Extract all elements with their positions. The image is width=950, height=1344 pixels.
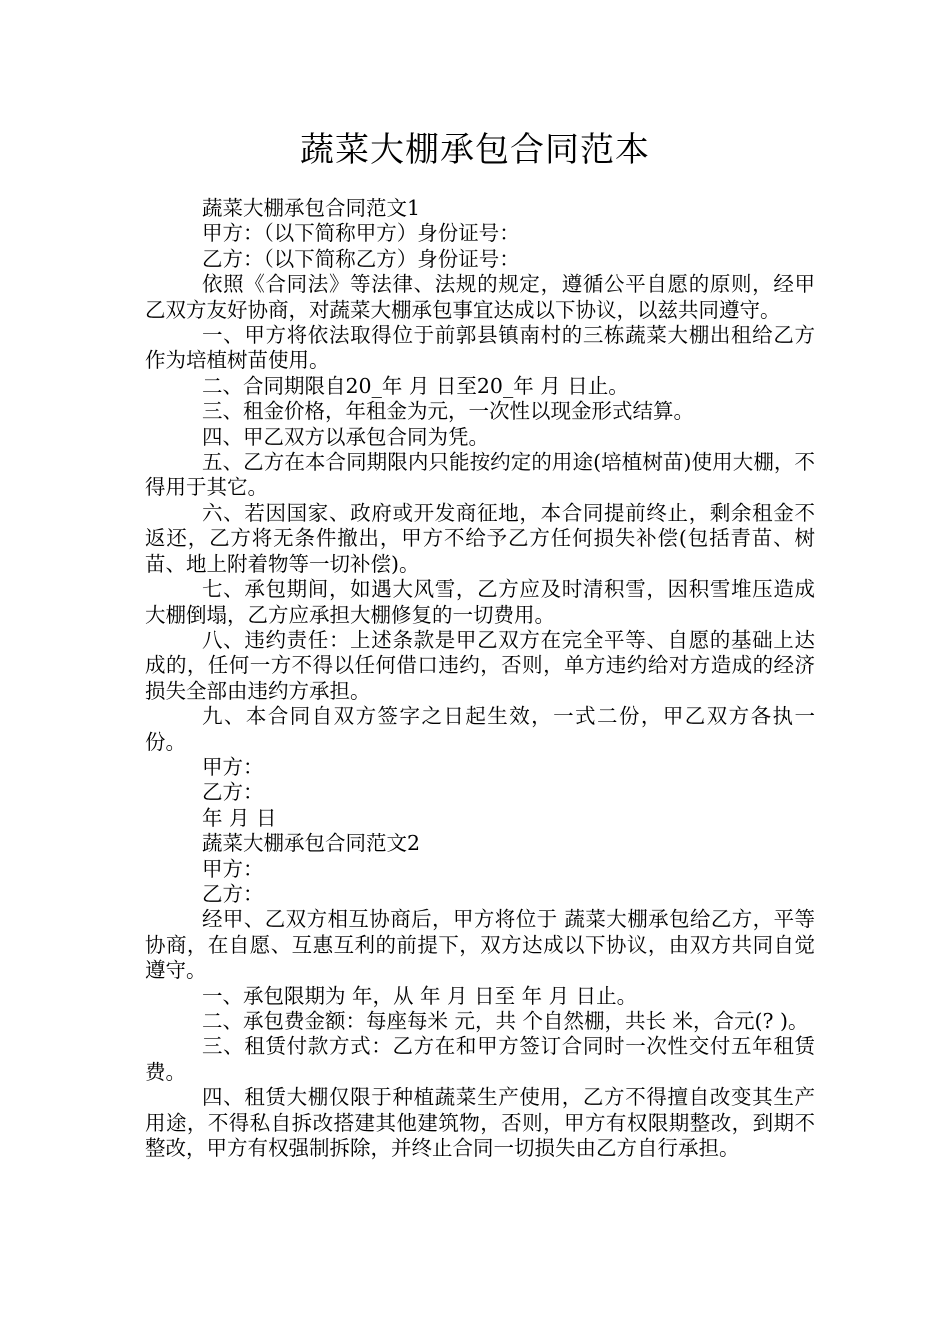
clause-paragraph: 八、违约责任：上述条款是甲乙双方在完全平等、自愿的基础上达成的，任何一方不得以任何借口违约，否则，单方违约给对方造成的经济损失全部由违约方承担。 xyxy=(145,627,815,703)
clause-paragraph: 一、甲方将依法取得位于前郭县镇南村的三栋蔬菜大棚出租给乙方作为培植树苗使用。 xyxy=(145,323,815,373)
document-title: 蔬菜大棚承包合同范本 xyxy=(300,130,650,170)
clause-paragraph: 七、承包期间，如遇大风雪，乙方应及时清积雪，因积雪堆压造成大棚倒塌，乙方应承担大棚修复的一切费用。 xyxy=(145,577,815,627)
clause-paragraph: 四、甲乙双方以承包合同为凭。 xyxy=(202,424,489,449)
clause-paragraph: 五、乙方在本合同期限内只能按约定的用途(培植树苗)使用大棚，不得用于其它。 xyxy=(145,450,815,500)
clause-paragraph: 一、承包限期为 年，从 年 月 日至 年 月 日止。 xyxy=(202,983,638,1008)
clause-paragraph: 二、承包费金额：每座每米 元，共 个自然棚，共长 米，合元(? )。 xyxy=(202,1009,809,1033)
signature-party-b: 乙方： xyxy=(202,780,264,805)
clause-paragraph: 三、租赁付款方式：乙方在和甲方签订合同时一次性交付五年租赁费。 xyxy=(145,1034,815,1084)
party-a-line: 甲方：（以下简称甲方）身份证号： xyxy=(202,221,520,246)
party-a-line: 甲方： xyxy=(202,856,264,881)
clause-paragraph: 三、租金价格，年租金为元，一次性以现金形式结算。 xyxy=(202,399,694,424)
party-b-line: 乙方： xyxy=(202,881,264,906)
document-body xyxy=(145,196,815,1161)
section-heading: 蔬菜大棚承包合同范文2 xyxy=(202,831,421,856)
party-b-line: 乙方：（以下简称乙方）身份证号： xyxy=(202,246,520,271)
signature-date: 年 月 日 xyxy=(202,805,277,830)
preamble-paragraph: 依照《合同法》等法律、法规的规定，遵循公平自愿的原则，经甲乙双方友好协商，对蔬菜大棚承包事宜达成以下协议，以兹共同遵守。 xyxy=(145,272,815,322)
clause-paragraph: 九、本合同自双方签字之日起生效，一式二份，甲乙双方各执一份。 xyxy=(145,704,815,754)
preamble-paragraph: 经甲、乙双方相互协商后，甲方将位于 蔬菜大棚承包给乙方，平等协商，在自愿、互惠互利的前提下，双方达成以下协议，由双方共同自觉遵守。 xyxy=(145,907,815,983)
signature-party-a: 甲方： xyxy=(202,754,264,779)
clause-paragraph: 六、若因国家、政府或开发商征地，本合同提前终止，剩余租金不返还，乙方将无条件撤出，甲方不给予乙方任何损失补偿(包括青苗、树苗、地上附着物等一切补偿)。 xyxy=(145,500,815,576)
section-heading: 蔬菜大棚承包合同范文1 xyxy=(202,196,421,220)
clause-paragraph: 四、租赁大棚仅限于种植蔬菜生产使用，乙方不得擅自改变其生产用途，不得私自拆改搭建其他建筑物，否则，甲方有权限期整改，到期不整改，甲方有权强制拆除，并终止合同一切损失由乙方自行承担。 xyxy=(145,1085,815,1161)
clause-paragraph: 二、合同期限自20_年 月 日至20_年 月 日止。 xyxy=(202,373,629,398)
